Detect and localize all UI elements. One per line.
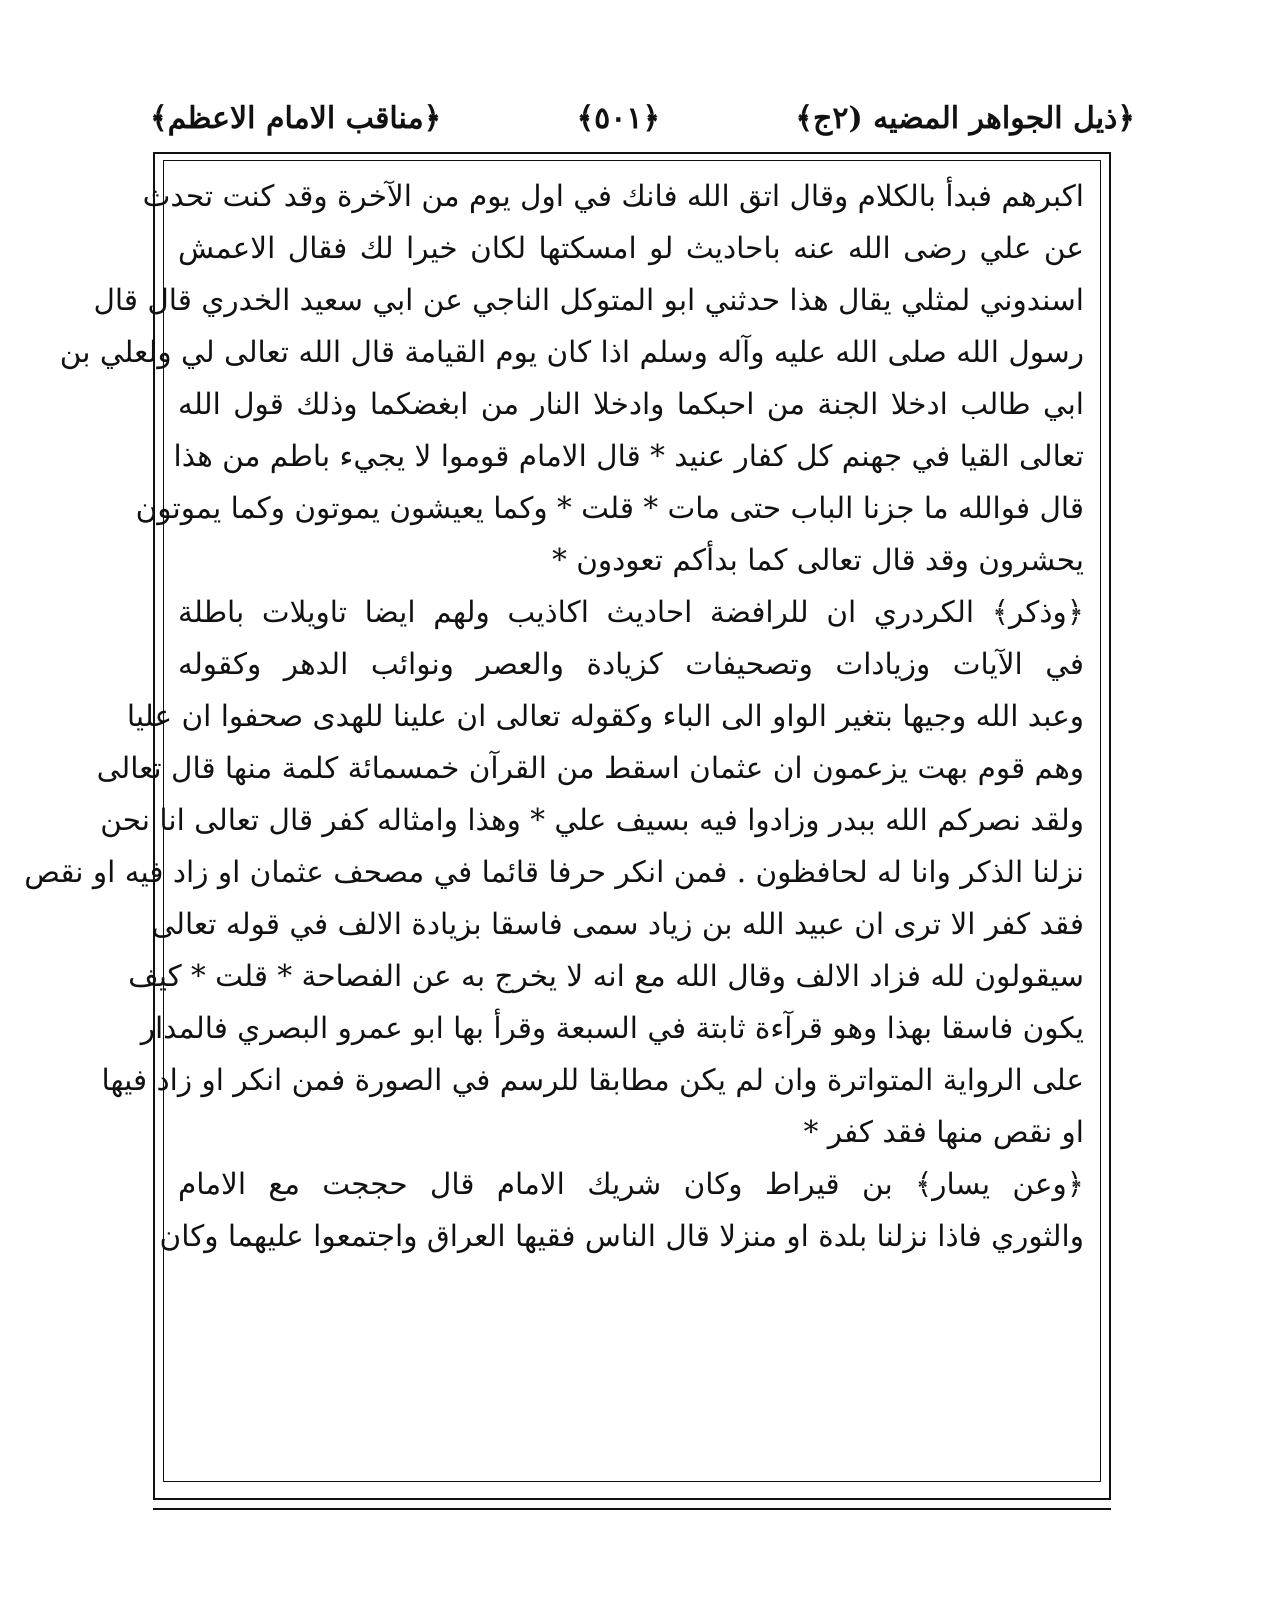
text-line: تعالى القيا في جهنم كل كفار عنيد * قال الامام قوموا لا يجيء باطم من هذا: [173, 439, 1084, 473]
header-section-title: ﴿مناقب الامام الاعظم﴾: [150, 100, 442, 136]
text-line: في الآيات وزيادات وتصحيفات كزيادة والعصر ونوائب الدهر وكقوله: [178, 647, 1084, 681]
text-line: اكبرهم فبدأ بالكلام وقال اتق الله فانك في اول يوم من الآخرة وقد كنت تحدث: [142, 179, 1084, 213]
running-header: [150, 88, 1135, 148]
body-text: [24, 170, 1084, 1262]
header-page-number: ﴿٥٠١﴾: [576, 100, 661, 136]
text-line: ﴿وعن يسار﴾ بن قيراط وكان شريك الامام قال حججت مع الامام: [178, 1167, 1084, 1201]
text-line: سيقولون لله فزاد الالف وقال الله مع انه لا يخرج به عن الفصاحة * قلت * كيف: [128, 959, 1084, 993]
text-line: يكون فاسقا بهذا وهو قرآءة ثابتة في السبعة وقرأ بها ابو عمرو البصري فالمدار: [140, 1011, 1084, 1045]
text-line: عن علي رضى الله عنه باحاديث لو امسكتها لكان خيرا لك فقال الاعمش: [178, 231, 1084, 265]
text-line: ولقد نصركم الله ببدر وزادوا فيه بسيف علي * وهذا وامثاله كفر قال تعالى انا نحن: [100, 803, 1084, 837]
text-line: نزلنا الذكر وانا له لحافظون . فمن انكر حرفا قائما في مصحف عثمان او زاد فيه او نقص: [24, 855, 1084, 889]
header-book-title: ﴿ذيل الجواهر المضيه (٢ج﴾: [795, 100, 1135, 136]
bottom-rule: [153, 1508, 1111, 1510]
text-line: على الرواية المتواترة وان لم يكن مطابقا للرسم في الصورة فمن انكر او زاد فيها: [101, 1063, 1084, 1097]
text-line: قال فوالله ما جزنا الباب حتى مات * قلت * وكما يعيشون يموتون وكما يموتون: [135, 491, 1084, 525]
text-line: فقد كفر الا ترى ان عبيد الله بن زياد سمى فاسقا بزيادة الالف في قوله تعالى: [151, 907, 1084, 941]
text-line: وهم قوم بهت يزعمون ان عثمان اسقط من القرآن خمسمائة كلمة منها قال تعالى: [96, 751, 1084, 785]
text-line: والثوري فاذا نزلنا بلدة او منزلا قال الناس فقيها العراق واجتمعوا عليهما وكان: [159, 1219, 1084, 1253]
text-line: او نقص منها فقد كفر *: [803, 1115, 1084, 1149]
text-line: يحشرون وقد قال تعالى كما بدأكم تعودون *: [552, 543, 1084, 577]
text-line: ابي طالب ادخلا الجنة من احبكما وادخلا النار من ابغضكما وذلك قول الله: [178, 387, 1084, 421]
text-line: رسول الله صلى الله عليه وآله وسلم اذا كان يوم القيامة قال الله تعالى لي ولعلي بن: [59, 335, 1084, 369]
text-line: ﴿وذكر﴾ الكردري ان للرافضة احاديث اكاذيب ولهم ايضا تاويلات باطلة: [178, 595, 1084, 629]
text-line: اسندوني لمثلي يقال هذا حدثني ابو المتوكل الناجي عن ابي سعيد الخدري قال قال: [93, 283, 1084, 317]
text-line: وعبد الله وجيها بتغير الواو الى الباء وكقوله تعالى ان علينا للهدى صحفوا ان عليا: [126, 699, 1084, 733]
